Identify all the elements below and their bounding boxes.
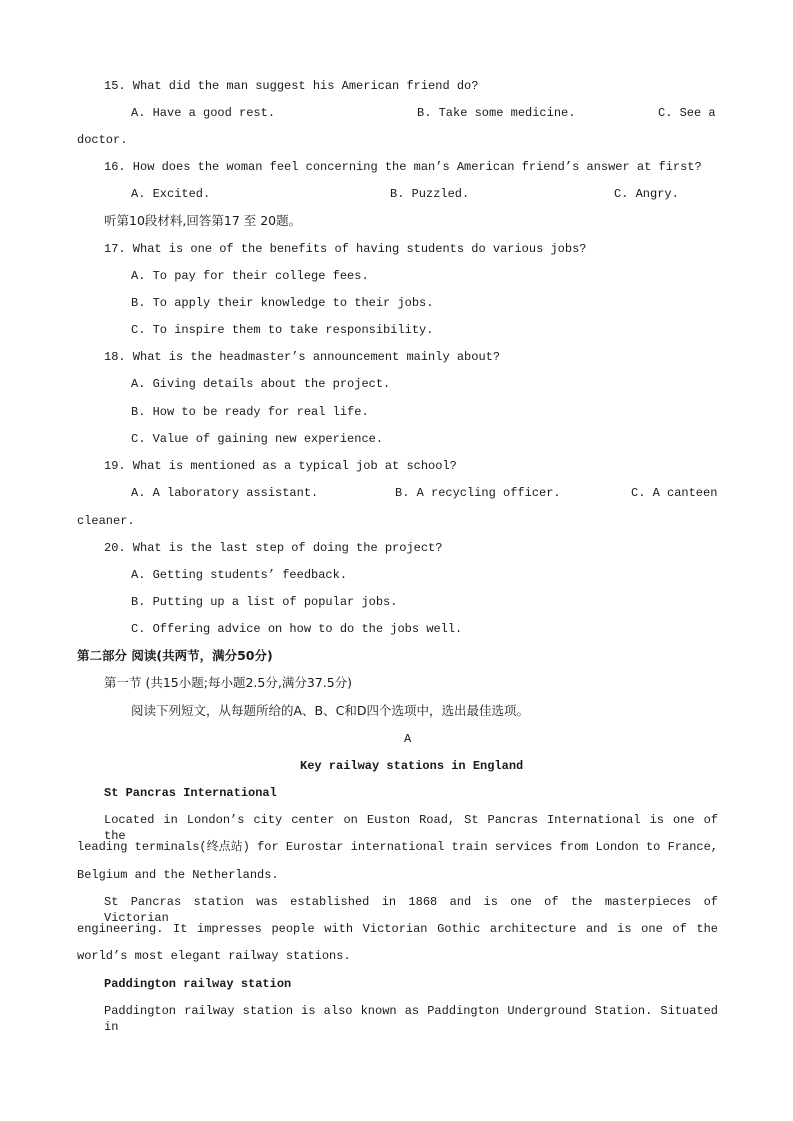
question-17-option-b: B. To apply their knowledge to their jobs.	[131, 296, 434, 310]
st-pancras-paragraph-2-line-2: engineering. It impresses people with Victorian Gothic architecture and is one of the	[77, 922, 718, 936]
reading-instruction: 阅读下列短文，从每题所给的A、B、C和D四个选项中，选出最佳选项。	[131, 703, 529, 718]
question-20-stem: 20. What is the last step of doing the project?	[104, 541, 443, 555]
st-pancras-paragraph-2-line-1: St Pancras station was established in 1868 and is one of the masterpieces of Victorian	[104, 895, 718, 925]
section-10-instruction: 听第10段材料,回答第17 至 20题。	[104, 213, 302, 228]
question-15-option-a: A. Have a good rest.	[131, 106, 276, 120]
question-18-stem: 18. What is the headmaster’s announcement mainly about?	[104, 350, 501, 364]
st-pancras-heading: St Pancras International	[104, 786, 277, 800]
question-18-option-a: A. Giving details about the project.	[131, 377, 391, 391]
reading-section-1-title: 第一节 (共15小题;每小题2.5分,满分37.5分)	[104, 675, 353, 690]
question-16-option-a: A. Excited.	[131, 187, 211, 201]
question-16-option-c: C. Angry.	[614, 187, 679, 201]
question-15-option-c: C. See a	[658, 106, 716, 120]
question-16-option-b: B. Puzzled.	[390, 187, 470, 201]
st-pancras-paragraph-1-line-1: Located in London’s city center on Euston Road, St Pancras International is one of the	[104, 813, 718, 843]
question-19-option-c: C. A canteen	[631, 486, 718, 500]
question-17-stem: 17. What is one of the benefits of having students do various jobs?	[104, 242, 587, 256]
question-19-stem: 19. What is mentioned as a typical job at school?	[104, 459, 457, 473]
question-19-option-a: A. A laboratory assistant.	[131, 486, 319, 500]
question-17-option-a: A. To pay for their college fees.	[131, 269, 369, 283]
question-20-option-c: C. Offering advice on how to do the jobs well.	[131, 622, 463, 636]
question-20-option-b: B. Putting up a list of popular jobs.	[131, 595, 398, 609]
paddington-heading: Paddington railway station	[104, 977, 292, 991]
st-pancras-paragraph-2-line-3: world’s most elegant railway stations.	[77, 949, 351, 963]
question-15-stem: 15. What did the man suggest his American friend do?	[104, 79, 479, 93]
question-20-option-a: A. Getting students’ feedback.	[131, 568, 348, 582]
reading-part-title: 第二部分 阅读(共两节，满分50分)	[77, 648, 273, 663]
passage-title: Key railway stations in England	[300, 759, 524, 773]
question-18-option-b: B. How to be ready for real life.	[131, 405, 369, 419]
question-15-option-c-continued: doctor.	[77, 133, 128, 147]
st-pancras-paragraph-1-line-3: Belgium and the Netherlands.	[77, 868, 279, 882]
paddington-paragraph-1-line-1: Paddington railway station is also known as Paddington Underground Station. Situated in	[104, 1004, 718, 1034]
question-15-option-b: B. Take some medicine.	[417, 106, 576, 120]
question-16-stem: 16. How does the woman feel concerning the man’s American friend’s answer at first?	[104, 160, 702, 174]
question-18-option-c: C. Value of gaining new experience.	[131, 432, 384, 446]
passage-letter: A	[404, 732, 412, 746]
question-19-option-c-continued: cleaner.	[77, 514, 135, 528]
st-pancras-paragraph-1-line-2: leading terminals(终点站) for Eurostar international train services from London to France,	[77, 840, 718, 854]
question-19-option-b: B. A recycling officer.	[395, 486, 561, 500]
question-17-option-c: C. To inspire them to take responsibility.	[131, 323, 434, 337]
